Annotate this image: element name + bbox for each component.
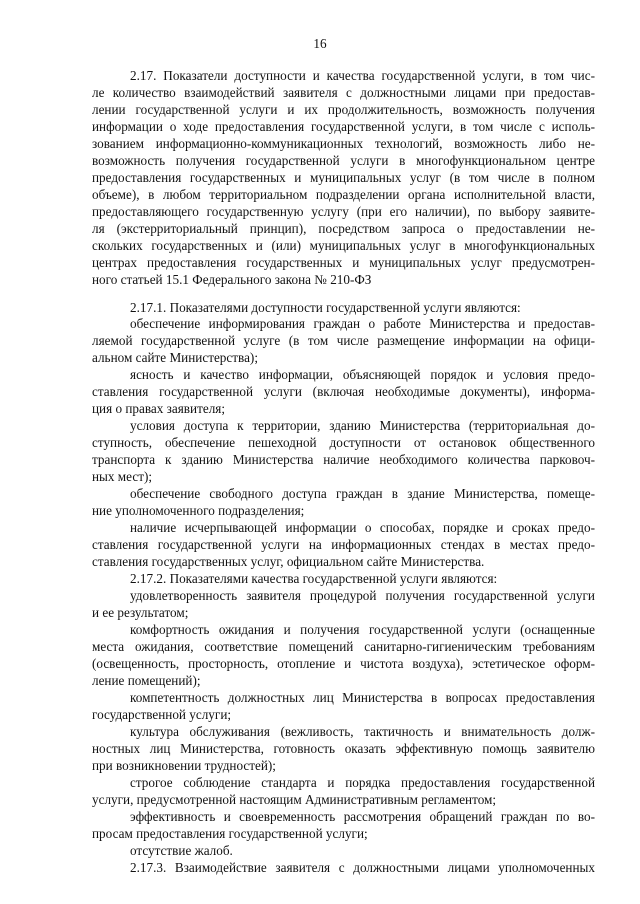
text-line: предоставляющего государственную услугу (при его наличии), по выбору заявите- xyxy=(92,204,595,219)
text-line: транспорта к зданию Министерства наличие необходимого количества парковоч- xyxy=(92,452,595,467)
text-line: ние уполномоченного подразделения; xyxy=(92,503,305,518)
page-number: 16 xyxy=(313,36,327,51)
text-line: предоставления государственных и муниципальных услуг (в том числе в полном xyxy=(92,170,595,185)
text-line: ступность, обеспечение пешеходной доступности от остановок общественного xyxy=(92,435,595,450)
text-line: культура обслуживания (вежливость, тактичность и внимательность долж- xyxy=(130,724,595,739)
text-line: места ожидания, соответствие помещений санитарно-гигиеническим требованиям xyxy=(92,639,595,654)
text-line: ностных лиц Министерства, готовность оказать эффективную помощь заявителю xyxy=(92,741,595,756)
text-line: альном сайте Министерства); xyxy=(92,350,258,365)
text-line: условия доступа к территории, зданию Министерства (территориальная до- xyxy=(130,418,595,433)
text-line: наличие исчерпывающей информации о способах, порядке и сроках предо- xyxy=(130,520,595,535)
text-line: центрах предоставления государственных и муниципальных услуг предусмотрен- xyxy=(92,255,595,270)
text-line: ление помещений); xyxy=(92,673,201,688)
text-line: 2.17.3. Взаимодействие заявителя с должностными лицами уполномоченных xyxy=(130,860,595,875)
text-line: ставления государственной услуги на информационных стендах в местах предо- xyxy=(92,537,595,552)
text-line: 2.17.1. Показателями доступности государственной услуги являются: xyxy=(130,300,521,315)
text-line: ных мест); xyxy=(92,469,153,484)
text-line: при возникновении трудностей); xyxy=(92,758,276,773)
text-line: лении государственной услуги и их продолжительность, возможность получения xyxy=(92,102,595,117)
text-line: комфортность ожидания и получения государственной услуги (оснащенные xyxy=(130,622,595,637)
text-line: ле количество взаимодействий заявителя с должностными лицами при предостав- xyxy=(92,85,595,100)
text-line: ляемой государственной услуге (в том числе размещение информации на офици- xyxy=(92,333,595,348)
text-line: просам предоставления государственной услуги; xyxy=(92,826,368,841)
text-line: строгое соблюдение стандарта и порядка предоставления государственной xyxy=(130,775,595,790)
text-line: 2.17.2. Показателями качества государственной услуги являются: xyxy=(130,571,498,586)
text-line: услуги, предусмотренной настоящим Административным регламентом; xyxy=(92,792,497,807)
text-line: обеспечение свободного доступа граждан в здание Министерства, помеще- xyxy=(130,486,595,501)
text-line: ля (экстерриториальный принцип), посредством запроса о предоставлении не- xyxy=(92,221,595,236)
text-line: ция о правах заявителя; xyxy=(92,401,226,416)
text-line: отсутствие жалоб. xyxy=(130,843,233,858)
text-line: и ее результатом; xyxy=(92,605,189,620)
text-line: обеспечение информирования граждан о работе Министерства и предостав- xyxy=(130,316,595,331)
text-line: государственной услуги; xyxy=(92,707,232,722)
text-line: ставления государственной услуги (включая необходимые документы), информа- xyxy=(92,384,595,399)
text-line: ясность и качество информации, объясняющей порядок и условия предо- xyxy=(130,367,595,382)
text-line: возможность получения государственной услуги в многофункциональном центре xyxy=(92,153,595,168)
text-line: ного статьей 15.1 Федерального закона № 210-ФЗ xyxy=(92,272,372,287)
text-line: объеме), в любом территориальном подразделении органа исполнительной власти, xyxy=(92,187,595,202)
text-line: компетентность должностных лиц Министерства в вопросах предоставления xyxy=(130,690,595,705)
text-line: удовлетворенность заявителя процедурой получения государственной услуги xyxy=(130,588,595,603)
text-line: (освещенность, просторность, отопление и чистота воздуха), эстетическое оформ- xyxy=(92,656,595,671)
text-line: зованием информационно-коммуникационных технологий, возможность либо не- xyxy=(92,136,595,151)
text-line: информации о ходе предоставления государственной услуги, в том числе с исполь- xyxy=(92,119,595,134)
text-line: 2.17. Показатели доступности и качества государственной услуги, в том чис- xyxy=(130,68,595,83)
text-line: скольких государственных и (или) муниципальных услуг в многофункциональных xyxy=(92,238,595,253)
text-line: ставления государственных услуг, официальном сайте Министерства. xyxy=(92,554,485,569)
text-line: эффективность и своевременность рассмотрения обращений граждан по во- xyxy=(130,809,595,824)
